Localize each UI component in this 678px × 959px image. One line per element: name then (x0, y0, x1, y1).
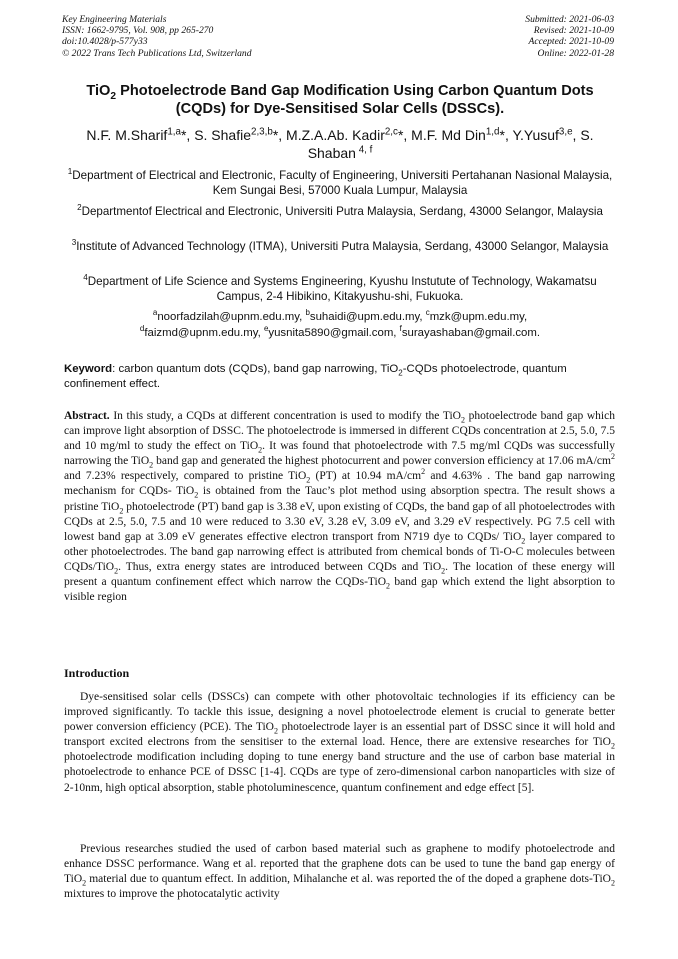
section-heading-introduction: Introduction (64, 666, 130, 680)
email-list (66, 310, 614, 341)
email: $^b$suhaidi@upm.edu.my, (305, 308, 426, 323)
journal-header-right (525, 14, 614, 59)
email: $^e$yusnita5890@gmail.com, (263, 323, 400, 339)
email: $^f$surayashaban@gmail.com. (399, 323, 541, 339)
affiliation-2: $^2$Departmentof Electrical and Electronic, Universiti Putra Malaysia, Serdang, 43000 Selangor, Malaysia (77, 203, 603, 218)
journal-copyright: © 2022 Trans Tech Publications Ltd, Switzerland (62, 47, 252, 59)
intro-paragraph-1: Dye-sensitised solar cells (DSSCs) can compete with other photovoltaic technologies if its efficiency can be improved significantly. To tackle this issue, designing a novel photoelectrode element is crucial to generate better power conversion efficiency (PCE). The TiO$_2$ photoelectrode layer is an essential part of DSSC since it will hold and transport excited electrons from the sensitiser to the external load. Hence, there are extensive researches for TiO$_2$ photoelectrode modification including doping to tune energy band structure and the use of carbon base material in photoelectrode to enhance PCE of DSSC [1-4]. CQDs are type of zero-dimensional carbon nanoparticles with size of 2-10nm, high optical absorption, stable photoluminescence, quantum confinement and edge effect [5]. (64, 691, 615, 794)
paper-title: TiO$_2$ Photoelectrode Band Gap Modification Using Carbon Quantum Dots (CQDs) for Dye-Sensitised Solar Cells (DSSCs). (86, 83, 594, 117)
date-submitted: Submitted: 2021-06-03 (525, 14, 614, 25)
date-accepted: Accepted: 2021-10-09 (528, 36, 614, 48)
author: M.Z.A.Ab. Kadir$^{2,c}$*, (286, 126, 412, 143)
author: N.F. M.Sharif$^{1,a}$*, (86, 126, 195, 143)
journal-header-left (62, 14, 252, 59)
keywords: Keyword: carbon quantum dots (CQDs), band gap narrowing, TiO$_2$-CQDs photoelectrode, quantum confinement effect. (64, 363, 567, 390)
journal-issn: ISSN: 1662-9795, Vol. 908, pp 265-270 (62, 25, 214, 37)
journal-doi: doi:10.4028/p-577y33 (62, 36, 148, 48)
keyword-label: Keyword (64, 363, 113, 375)
author: Y.Yusuf$^{3,e}$, (512, 126, 581, 143)
author-list (70, 126, 610, 162)
email: $^c$mzk@upm.edu.my, (425, 308, 528, 323)
intro-paragraph-2: Previous researches studied the used of carbon based material such as graphene to modify photoelectrode and enhance DSSC performance. Wang et al. reported that the graphene dots can be used to tune the band gap energy of TiO$_2$ material due to quantum effect. In addition, Mihalanche et al. was reported the of the doped a graphene dots-TiO$_2$ mixtures to improve the photocatalytic activity (64, 843, 615, 901)
email: $^d$faizmd@upnm.edu.my, (139, 323, 264, 339)
email: $^a$noorfadzilah@upnm.edu.my, (152, 308, 306, 323)
affiliation-1: $^1$Department of Electrical and Electronic, Faculty of Engineering, Universiti Pertahanan Nasional Malaysia, Kem Sungai Besi, 57000 Kuala Lumpur, Malaysia (67, 167, 613, 197)
date-online: Online: 2022-01-28 (537, 47, 614, 59)
author: S. Shafie$^{2,3,b}$*, (194, 126, 287, 143)
journal-name: Key Engineering Materials (62, 14, 167, 25)
author: M.F. Md Din$^{1,d}$*, (411, 126, 513, 143)
abstract: Abstract. In this study, a CQDs at different concentration is used to modify the TiO$_2$ photoelectrode band gap which can improve light absorption of DSSC. The photoelectrode is immersed in different CQDs concentration at 2.5, 5.0, 7.5 and 10 mg/ml to study the effect on TiO$_2$. It was found that photoelectrode with 7.5 mg/ml CQDs was successfully narrowing the TiO$_2$ band gap and generated the highest photocurrent and power conversion efficiency at 17.06 $mA/cm^2$ and 7.23% respectively, compared to pristine TiO$_2$ (PT) at 10.94 $mA/cm^2$ and 4.63% . The band gap narrowing mechanism for CQDs- TiO$_2$ is obtained from the Tauc’s plot method using absorption spectra. The result shows a pristine TiO$_2$ photoelectrode (PT) band gap is 3.38 eV, upon existing of CQDs, the band gap of all photoelectrodes with CQDs at 2.5, 5.0, 7.5 and 10 were reduced to 3.30 eV, 3.28 eV, 3.09 eV, and 3.29 eV respectively. PG 7.5 cell with lowest band gap at 3.09 eV generates effective electron transport from N719 dye to CQDs/ TiO$_2$ layer compared to other photoelectrodes. The band gap narrowing effect is attributed from chemical bonds of Ti-O-C molecules between CQDs/TiO$_2$. Thus, extra energy states are introduced between CQDs and TiO$_2$. The location of these energy will present a quantum confinement effect which narrow the CQDs-TiO$_2$ band gap which extend the light absorption to visible region (64, 410, 616, 604)
affiliation-4: $^4$Department of Life Science and Systems Engineering, Kyushu Instutute of Technology, Wakamatsu Campus, 2-4 Hibikino, Kitakyushu-shi, Fukuoka. (83, 273, 597, 303)
date-revised: Revised: 2021-10-09 (533, 25, 614, 37)
abstract-label: Abstract. (64, 410, 110, 422)
author: S. Shaban $^{4, f}$ (307, 127, 594, 161)
affiliation-3: $^3$Institute of Advanced Technology (ITMA), Universiti Putra Malaysia, Serdang, 43000 Selangor, Malaysia (71, 238, 609, 253)
